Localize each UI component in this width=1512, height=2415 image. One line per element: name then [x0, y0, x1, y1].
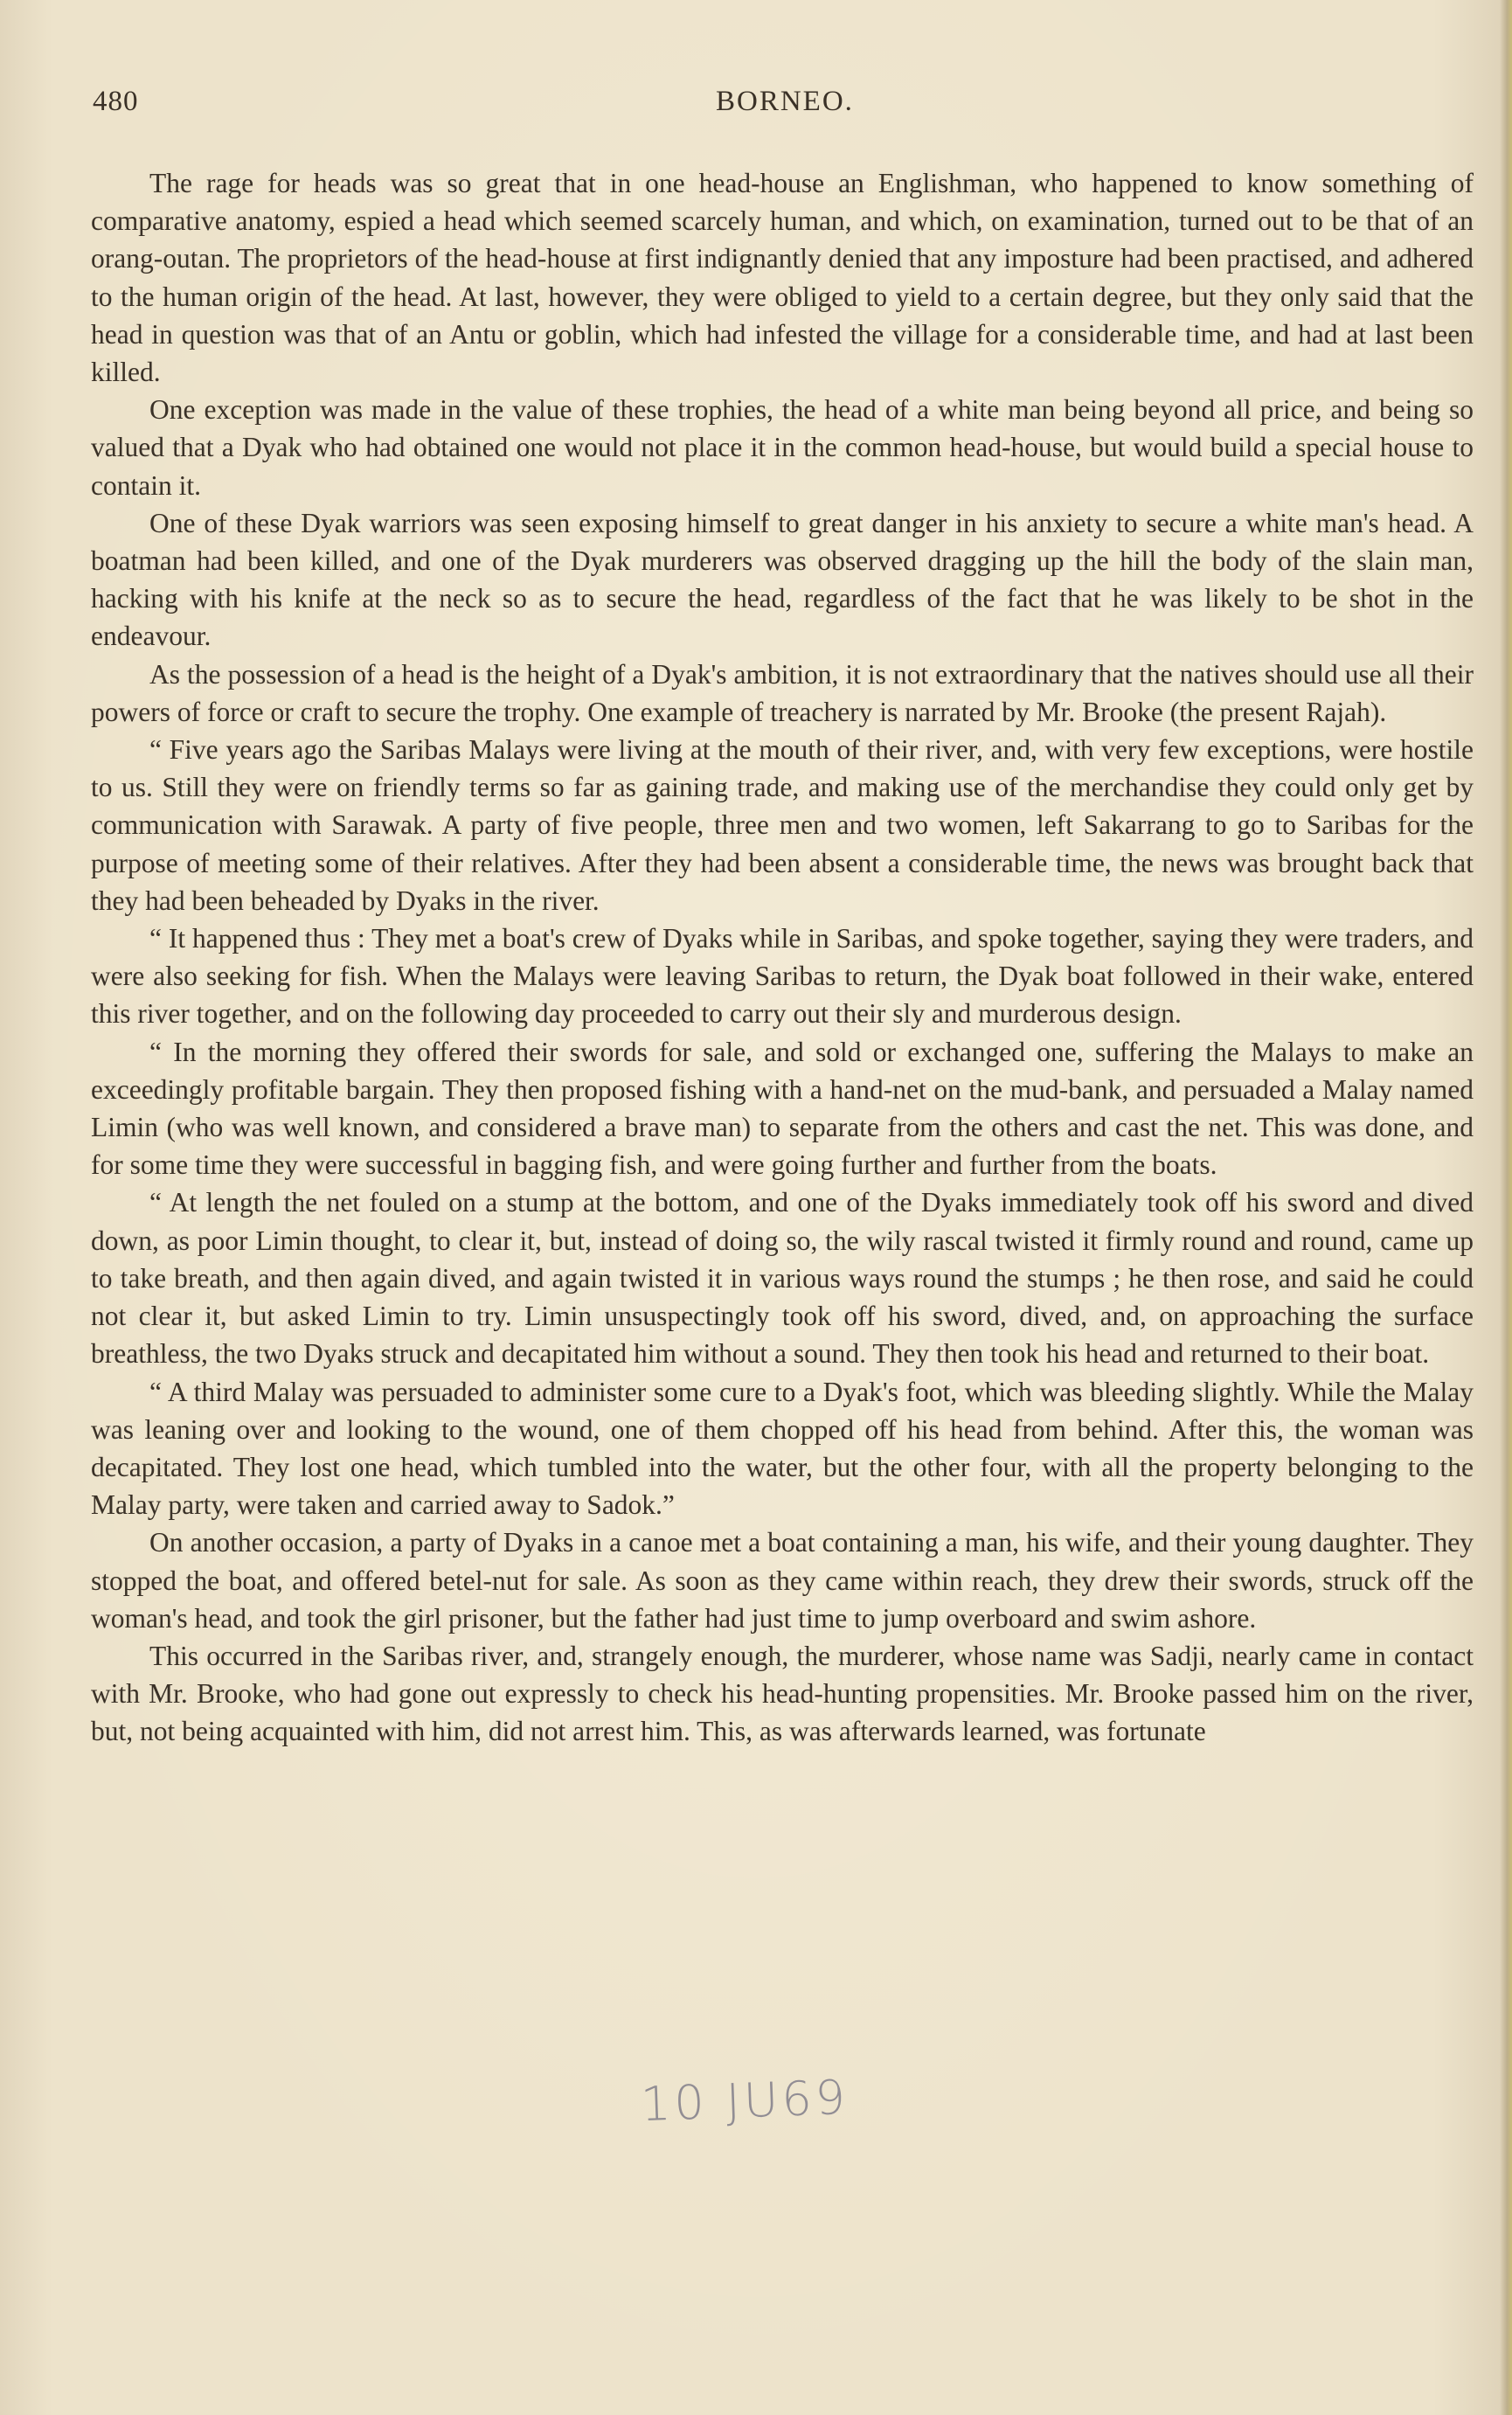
paragraph: “ Five years ago the Saribas Malays were living at the mouth of their river, and, with very few exceptions, were hostile to us. Still they were on friendly terms so far as gaining trade, and making use of the merchandise they could only get by communication with Sarawak. A party of five people, three men and two women, left Sakarrang to go to Saribas for the purpose of meeting some of their relatives. After they had been absent a considerable time, the news was brought back that they had been beheaded by Dyaks in the river. — [91, 734, 1474, 916]
paragraph: “ It happened thus : They met a boat's crew of Dyaks while in Saribas, and spoke together, saying they were traders, and were also seeking for fish. When the Malays were leaving Saribas to return, the Dyak boat followed in their wake, entered this river together, and on the following day proceeded to carry out their sly and murderous design. — [91, 923, 1474, 1030]
page-header — [93, 86, 1474, 129]
paragraph: As the possession of a head is the height of a Dyak's ambition, it is not extraordinary that the natives should use all their powers of force or craft to secure the trophy. One example of treachery is narrated by Mr. Brooke (the present Rajah). — [91, 658, 1474, 727]
paragraph: One exception was made in the value of these trophies, the head of a white man being beyond all price, and being so valued that a Dyak who had obtained one would not place it in the common head-house, but would build a special house to contain it. — [91, 394, 1474, 501]
library-date-stamp: 10 JU69 — [639, 2069, 850, 2133]
body-text — [91, 164, 1474, 1751]
paragraph: One of these Dyak warriors was seen exposing himself to great danger in his anxiety to secure a white man's head. A boatman had been killed, and one of the Dyak murderers was observed dragging up the hill the body of the slain man, hacking with his knife at the neck so as to secure the head, regardless of the fact that he was likely to be shot in the endeavour. — [91, 507, 1474, 652]
paragraph: “ A third Malay was persuaded to administer some cure to a Dyak's foot, which was bleeding slightly. While the Malay was leaning over and looking to the wound, one of them chopped off his head from behind. After this, the woman was decapitated. They lost one head, which tumbled into the water, but the other four, with all the property belonging to the Malay party, were taken and carried away to Sadok.” — [91, 1376, 1474, 1521]
running-head: BORNEO. — [716, 86, 854, 117]
paragraph: On another occasion, a party of Dyaks in a canoe met a boat containing a man, his wife, and their young daughter. They stopped the boat, and offered betel-nut for sale. As soon as they came within reach, they drew their swords, struck off the woman's head, and took the girl prisoner, but the father had just time to jump overboard and swim ashore. — [91, 1527, 1474, 1634]
paragraph: The rage for heads was so great that in one head-house an Englishman, who happened to know something of comparative anatomy, espied a head which seemed scarcely human, and which, on examination, turned out to be that of an orang-outan. The proprietors of the head-house at first indignantly denied that any imposture had been practised, and adhered to the human origin of the head. At last, however, they were obliged to yield to a certain degree, but they only said that the head in question was that of an Antu or goblin, which had infested the village for a considerable time, and had at last been killed. — [91, 168, 1474, 388]
paragraph: “ In the morning they offered their swords for sale, and sold or exchanged one, suffering the Malays to make an exceedingly profitable bargain. They then proposed fishing with a hand-net on the mud-bank, and persuaded a Malay named Limin (who was well known, and considered a brave man) to separate from the others and cast the net. This was done, and for some time they were successful in bagging fish, and were going further and further from the boats. — [91, 1036, 1474, 1181]
paragraph: “ At length the net fouled on a stump at the bottom, and one of the Dyaks immediately took off his sword and dived down, as poor Limin thought, to clear it, but, instead of doing so, the wily rascal twisted it firmly round and round, came up to take breath, and then again dived, and again twisted it in various ways round the stumps ; he then rose, and said he could not clear it, but asked Limin to try. Limin unsuspectingly took off his sword, dived, and, on approaching the surface breathless, the two Dyaks struck and decapitated him without a sound. They then took his head and returned to their boat. — [91, 1187, 1474, 1370]
page-edge — [1500, 0, 1512, 2415]
page-number: 480 — [93, 86, 139, 117]
paragraph: This occurred in the Saribas river, and, strangely enough, the murderer, whose name was Sadji, nearly came in contact with Mr. Brooke, who had gone out expressly to check his head-hunting propensities. Mr. Brooke passed him on the river, but, not being acquainted with him, did not arrest him. This, as was afterwards learned, was fortunate — [91, 1640, 1474, 1747]
